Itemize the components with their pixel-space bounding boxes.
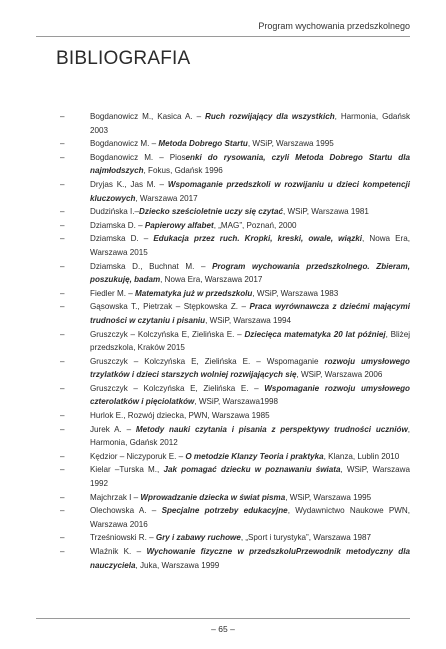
list-bullet: –: [60, 533, 65, 543]
entry-author: Bogdanowicz M., Kasica A. –: [90, 112, 206, 121]
list-bullet: –: [60, 152, 65, 162]
list-bullet: –: [60, 112, 65, 121]
footer-divider: [36, 618, 410, 619]
entry-author: Dziamska D., Buchnat M. –: [90, 261, 213, 271]
list-bullet: –: [60, 329, 65, 339]
list-bullet: –: [60, 492, 65, 502]
entry-title: Wspomaganie przedszkoli w rozwijaniu u dzieci kompetencji kluczowych: [90, 179, 410, 203]
entry-author: Dziamska D. –: [90, 220, 145, 230]
list-bullet: –: [60, 547, 65, 556]
bibliography-entry: [60, 219, 410, 233]
bibliography-entry: [60, 151, 410, 178]
entry-publisher: , WSiP, Warszawa1998: [194, 397, 279, 407]
entry-title: enki do rysowania, czyli Metoda Dobrego Startu dla najmłodszych: [90, 152, 410, 176]
list-bullet: –: [60, 465, 65, 475]
bibliography-entry: [60, 205, 410, 219]
entry-author: Olechowska A. –: [90, 506, 162, 516]
bibliography-entry: [60, 545, 410, 572]
entry-title: Wprowadzanie dziecka w świat pisma: [140, 492, 286, 502]
entry-author: Dryjas K., Jas M. –: [90, 179, 168, 189]
running-header: Program wychowania przedszkolnego: [258, 21, 410, 31]
entry-publisher: , „MAG”, Poznań, 2000: [213, 220, 297, 230]
bibliography-list: [60, 110, 410, 572]
entry-title: Papierowy alfabet: [144, 220, 214, 230]
list-bullet: –: [60, 179, 65, 189]
entry-publisher: , Klanza, Lublin 2010: [323, 451, 400, 461]
bibliography-entry: [60, 178, 410, 205]
entry-publisher: , Nowa Era, Warszawa 2015: [90, 234, 410, 257]
entry-author: Trześniowski R. –: [90, 533, 156, 543]
bibliography-entry: [60, 137, 410, 151]
entry-title: Wychowanie fizyczne w przedszkoluPrzewodnik metodyczny dla nauczyciela: [90, 547, 410, 570]
entry-publisher: , Harmonia, Gdańsk 2012: [90, 424, 410, 448]
list-bullet: –: [60, 451, 65, 461]
entry-author: Dudzińska I.–: [90, 207, 140, 217]
entry-title: rozwoju umysłowego trzylatków i dzieci starszych wolniej rozwijających się: [90, 356, 411, 380]
entry-publisher: , Wydawnictwo Naukowe PWN, Warszawa 2016: [90, 506, 410, 529]
entry-title: Praca wyrównawcza z dziećmi mającymi trudności w czytaniu i pisaniu: [90, 302, 411, 325]
bibliography-entry: [60, 504, 410, 531]
bibliography-entry: [60, 328, 410, 355]
entry-title: Metoda Dobrego Startu: [158, 139, 248, 149]
entry-author: Bogdanowicz M. – Pios: [90, 152, 186, 162]
entry-author: Hurlok E., Rozwój dziecka, PWN, Warszawa 1985: [90, 411, 270, 421]
list-bullet: –: [60, 383, 65, 393]
entry-title: Edukacja przez ruch. Kropki, kreski, owale, wiązki: [153, 234, 363, 244]
list-bullet: –: [60, 139, 65, 149]
entry-author: Majchrzak I –: [90, 492, 141, 502]
entry-publisher: , Harmonia, Gdańsk 2003: [90, 112, 410, 135]
bibliography-entry: [60, 260, 410, 287]
entry-publisher: , WSiP, Warszawa 2006: [296, 370, 383, 380]
entry-author: Jurek A. –: [90, 424, 136, 434]
bibliography-entry: [60, 423, 410, 450]
list-bullet: –: [60, 234, 65, 244]
entry-publisher: , WSiP, Warszawa 1994: [205, 315, 292, 325]
entry-title: O metodzie Klanzy Teoria i praktyka: [185, 451, 324, 461]
entry-author: Bogdanowicz M. –: [90, 139, 159, 149]
entry-title: Matematyka już w przedszkolu: [134, 288, 253, 298]
bibliography-entry: [60, 232, 410, 259]
entry-title: Wspomaganie rozwoju umysłowego czterolatków i pięciolatków: [90, 383, 410, 407]
entry-title: Jak pomagać dziecku w poznawaniu świata: [163, 465, 341, 475]
entry-author: Gąsowska T., Pietrzak – Stępkowska Z. –: [90, 302, 250, 312]
entry-title: Gry i zabawy ruchowe: [155, 533, 241, 543]
entry-author: Fiedler M. –: [90, 288, 135, 298]
entry-publisher: , WSiP, Warszawa 1992: [90, 465, 410, 489]
bibliography-entry: [60, 491, 410, 505]
bibliography-entry: [60, 355, 410, 382]
list-bullet: –: [60, 207, 65, 217]
entry-author: Dziamska D. –: [90, 234, 154, 244]
bibliography-entry: [60, 531, 410, 545]
bibliography-entry: [60, 300, 410, 327]
list-bullet: –: [60, 506, 65, 516]
list-bullet: –: [60, 288, 65, 298]
bibliography-entry: [60, 287, 410, 301]
page-title: BIBLIOGRAFIA: [56, 48, 191, 69]
entry-publisher: , WSiP, Warszawa 1983: [252, 288, 339, 298]
entry-author: Gruszczyk – Kolczyńska E, Zielińska E. –: [90, 383, 265, 393]
entry-publisher: , WSiP, Warszawa 1995: [247, 139, 334, 149]
header-divider: [36, 36, 410, 37]
bibliography-entry: [60, 409, 410, 423]
entry-title: Program wychowania przedszkolnego. Zbieram, poszukuję, badam: [90, 261, 410, 285]
entry-publisher: , Juka, Warszawa 1999: [135, 560, 220, 570]
entry-author: Wlaźnik K. –: [90, 547, 147, 556]
entry-author: Kielar –Turska M.,: [90, 465, 164, 475]
entry-title: Dziecko sześcioletnie uczy się czytać: [139, 207, 284, 217]
page-number: – 65 –: [211, 624, 235, 634]
entry-author: Gruszczyk – Kolczyńska E, Zielińska E. – Wspomaganie: [90, 356, 325, 366]
list-bullet: –: [60, 220, 65, 230]
bibliography-entry: [60, 463, 410, 490]
entry-publisher: , WSiP, Warszawa 1981: [283, 207, 369, 217]
entry-publisher: , „Sport i turystyka”, Warszawa 1987: [240, 533, 371, 543]
entry-title: Dziecięca matematyka 20 lat później: [244, 329, 386, 339]
entry-publisher: , Warszawa 2017: [135, 193, 198, 203]
entry-title: Metody nauki czytania i pisania z perspektywy trudności uczniów: [135, 424, 408, 434]
entry-publisher: , WSiP, Warszawa 1995: [285, 492, 372, 502]
bibliography-entry: [60, 382, 410, 409]
entry-author: Gruszczyk – Kolczyńska E, Zielińska E. –: [90, 329, 245, 339]
bibliography-entry: [60, 110, 410, 137]
entry-publisher: , Fokus, Gdańsk 1996: [143, 166, 223, 176]
list-bullet: –: [60, 411, 65, 421]
entry-title: Ruch rozwijający dla wszystkich: [205, 112, 335, 121]
list-bullet: –: [60, 302, 65, 312]
entry-publisher: , Bliżej przedszkola, Kraków 2015: [90, 329, 411, 353]
entry-author: Kędzior – Niczyporuk E. –: [90, 451, 186, 461]
list-bullet: –: [60, 356, 65, 366]
bibliography-entry: [60, 450, 410, 464]
list-bullet: –: [60, 261, 65, 271]
entry-publisher: , Nowa Era, Warszawa 2017: [160, 275, 263, 285]
list-bullet: –: [60, 424, 65, 434]
entry-title: Specjalne potrzeby edukacyjne: [161, 506, 288, 516]
